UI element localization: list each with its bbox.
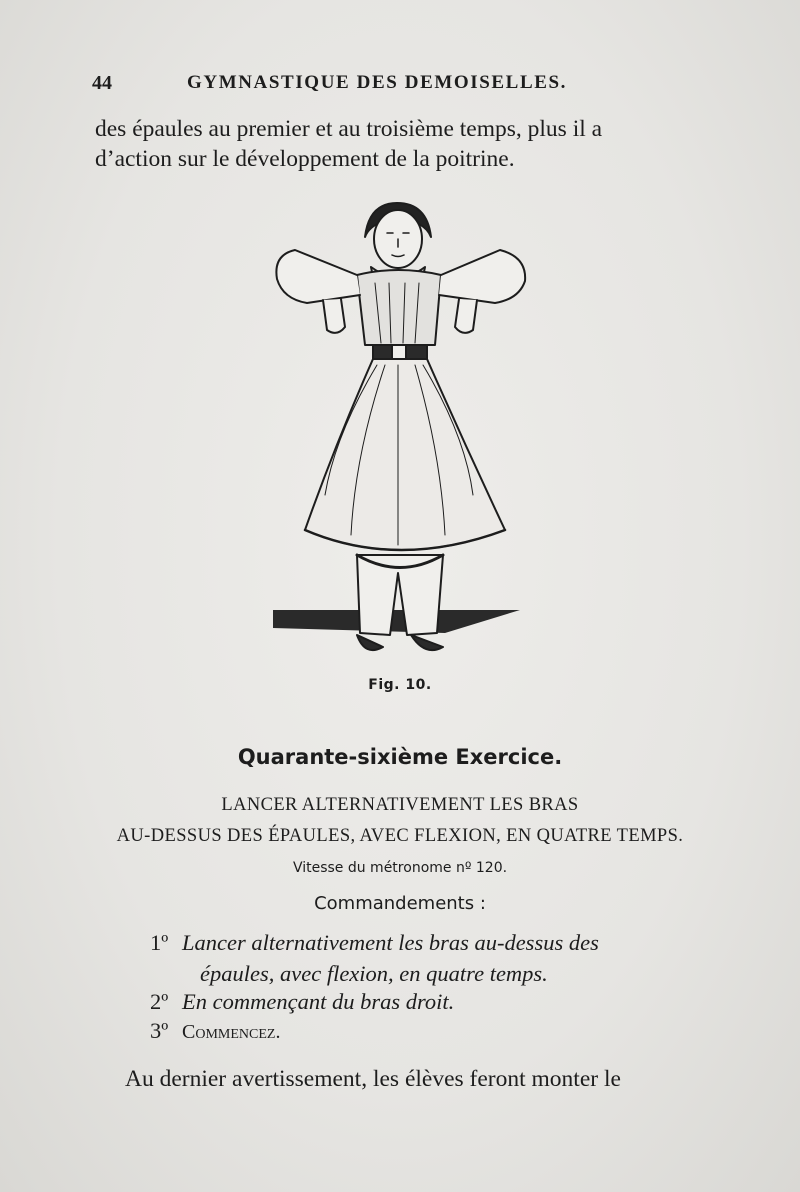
exercise-title: Quarante-sixième Exercice. bbox=[237, 745, 563, 769]
exercise-subtitle: LANCER ALTERNATIVEMENT LES BRAS bbox=[221, 795, 579, 815]
command-item bbox=[150, 1015, 710, 1048]
metronome-tempo: Vitesse du métronome nº 120. bbox=[292, 860, 508, 876]
figure-caption: Fig. 10. bbox=[368, 677, 432, 693]
intro-line: d’action sur le développement de la poitrine. bbox=[95, 146, 515, 172]
page-header bbox=[92, 72, 712, 102]
figure-illustration bbox=[265, 195, 535, 665]
command-item bbox=[150, 986, 710, 1017]
command-item bbox=[150, 927, 710, 989]
page-number: 44 bbox=[92, 72, 112, 94]
commands-heading: Commandements : bbox=[314, 893, 486, 914]
command-number: 2º bbox=[150, 989, 169, 1014]
exercise-subtitle: AU-DESSUS DES ÉPAULES, AVEC FLEXION, EN QUATRE TEMPS. bbox=[116, 826, 684, 846]
command-number: 3º bbox=[150, 1018, 169, 1043]
command-text: En commençant du bras droit. bbox=[182, 989, 455, 1014]
running-head: GYMNASTIQUE DES DEMOISELLES. bbox=[187, 72, 568, 93]
command-text: Commencez. bbox=[182, 1021, 281, 1043]
woman-exercise-engraving bbox=[265, 195, 535, 665]
closing-paragraph: Au dernier avertissement, les élèves feront monter le bbox=[125, 1066, 621, 1092]
intro-paragraph bbox=[95, 114, 710, 174]
command-number: 1º bbox=[150, 930, 169, 955]
intro-line: des épaules au premier et au troisième temps, plus il a bbox=[95, 116, 603, 142]
command-text: épaules, avec flexion, en quatre temps. bbox=[200, 961, 548, 986]
command-text: Lancer alternativement les bras au-dessus des bbox=[182, 930, 599, 955]
